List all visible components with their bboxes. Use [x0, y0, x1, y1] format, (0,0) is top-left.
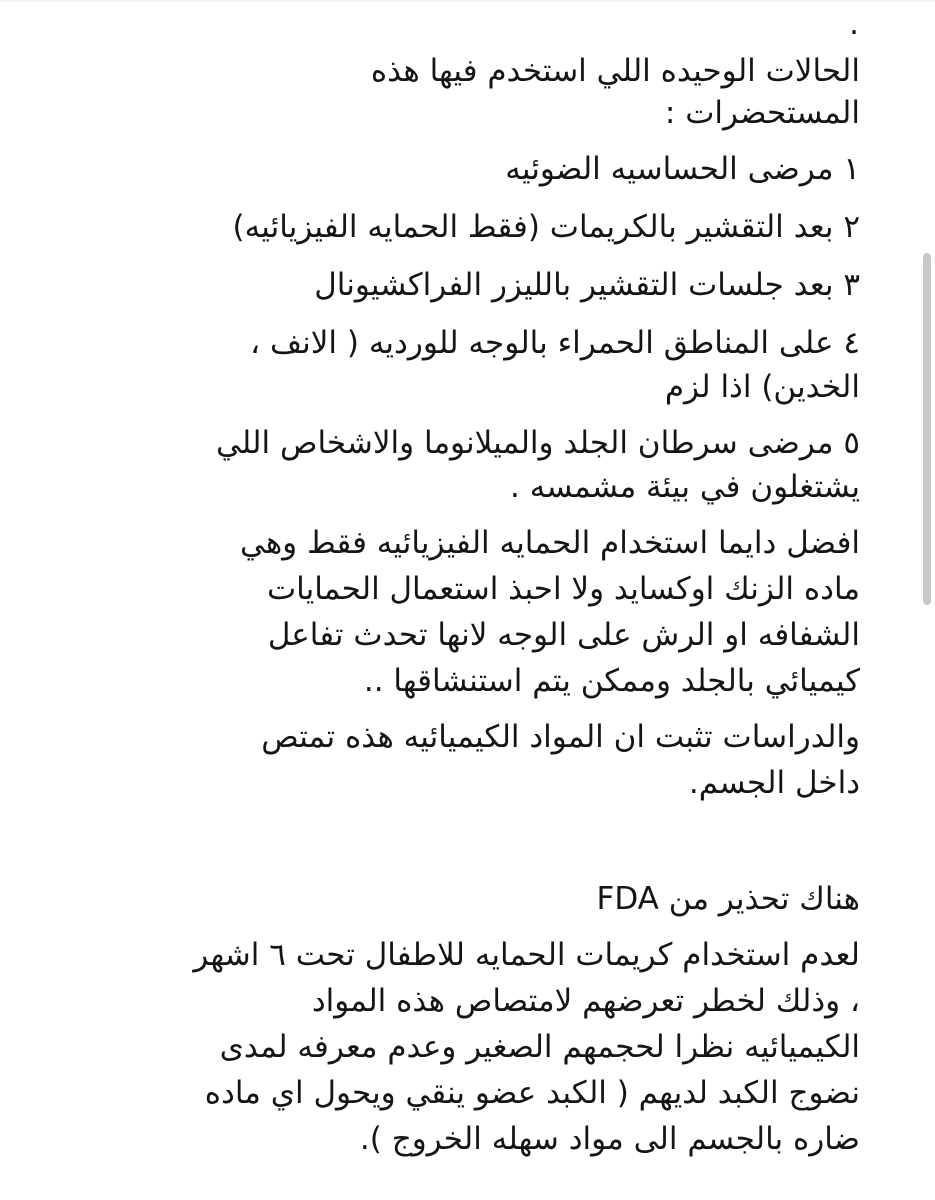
- paragraph-1-line-3: الشفافه او الرش على الوجه لانها تحدث تفاعل: [267, 617, 860, 653]
- paragraph-2-line-1: والدراسات تثبت ان المواد الكيميائيه هذه تمتص: [261, 719, 860, 755]
- top-dot: .: [849, 6, 859, 42]
- scrollbar[interactable]: [917, 0, 935, 1200]
- list-item-5-line-1: ٥ مرضى سرطان الجلد والميلانوما والاشخاص اللي: [215, 425, 860, 461]
- list-item-3: ٣ بعد جلسات التقشير بالليزر الفراكشيونال: [314, 267, 860, 303]
- paragraph-1-line-4: كيميائي بالجلد وممكن يتم استنشاقها ..: [363, 663, 860, 699]
- list-item-1: ١ مرضى الحساسيه الضوئيه: [505, 151, 860, 187]
- list-item-4-line-2: الخدين) اذا لزم: [664, 369, 860, 405]
- paragraph-1-line-1: افضل دايما استخدام الحمايه الفيزيائيه فقط وهي: [240, 525, 860, 561]
- scrollbar-thumb[interactable]: [923, 253, 931, 605]
- paragraph-2-line-2: داخل الجسم.: [688, 765, 860, 801]
- fda-paragraph-line-3: الكيميائيه نظرا لحجمهم الصغير وعدم معرفه لمدى: [219, 1029, 860, 1065]
- fda-paragraph-line-5: ضاره بالجسم الى مواد سهله الخروج ).: [359, 1121, 860, 1157]
- list-item-2: ٢ بعد التقشير بالكريمات (فقط الحمايه الفيزيائيه): [232, 209, 860, 245]
- list-item-5-line-2: يشتغلون في بيئة مشمسه .: [510, 469, 860, 505]
- fda-heading: هناك تحذير من FDA: [596, 881, 860, 917]
- paragraph-1-line-2: ماده الزنك اوكسايد ولا احبذ استعمال الحمايات: [266, 571, 860, 607]
- fda-paragraph-line-2: ، وذلك لخطر تعرضهم لامتصاص هذه المواد: [311, 983, 860, 1019]
- fda-paragraph-line-1: لعدم استخدام كريمات الحمايه للاطفال تحت ٦ اشهر: [193, 937, 860, 973]
- list-item-4-line-1: ٤ على المناطق الحمراء بالوجه للورديه ( الانف ،: [250, 325, 860, 361]
- note-body: [112, 2, 860, 1164]
- note-line-2: المستحضرات :: [664, 95, 860, 131]
- fda-paragraph-line-4: نضوج الكبد لديهم ( الكبد عضو ينقي ويحول اي ماده: [204, 1075, 860, 1111]
- note-line-1: الحالات الوحيده اللي استخدم فيها هذه: [370, 53, 860, 89]
